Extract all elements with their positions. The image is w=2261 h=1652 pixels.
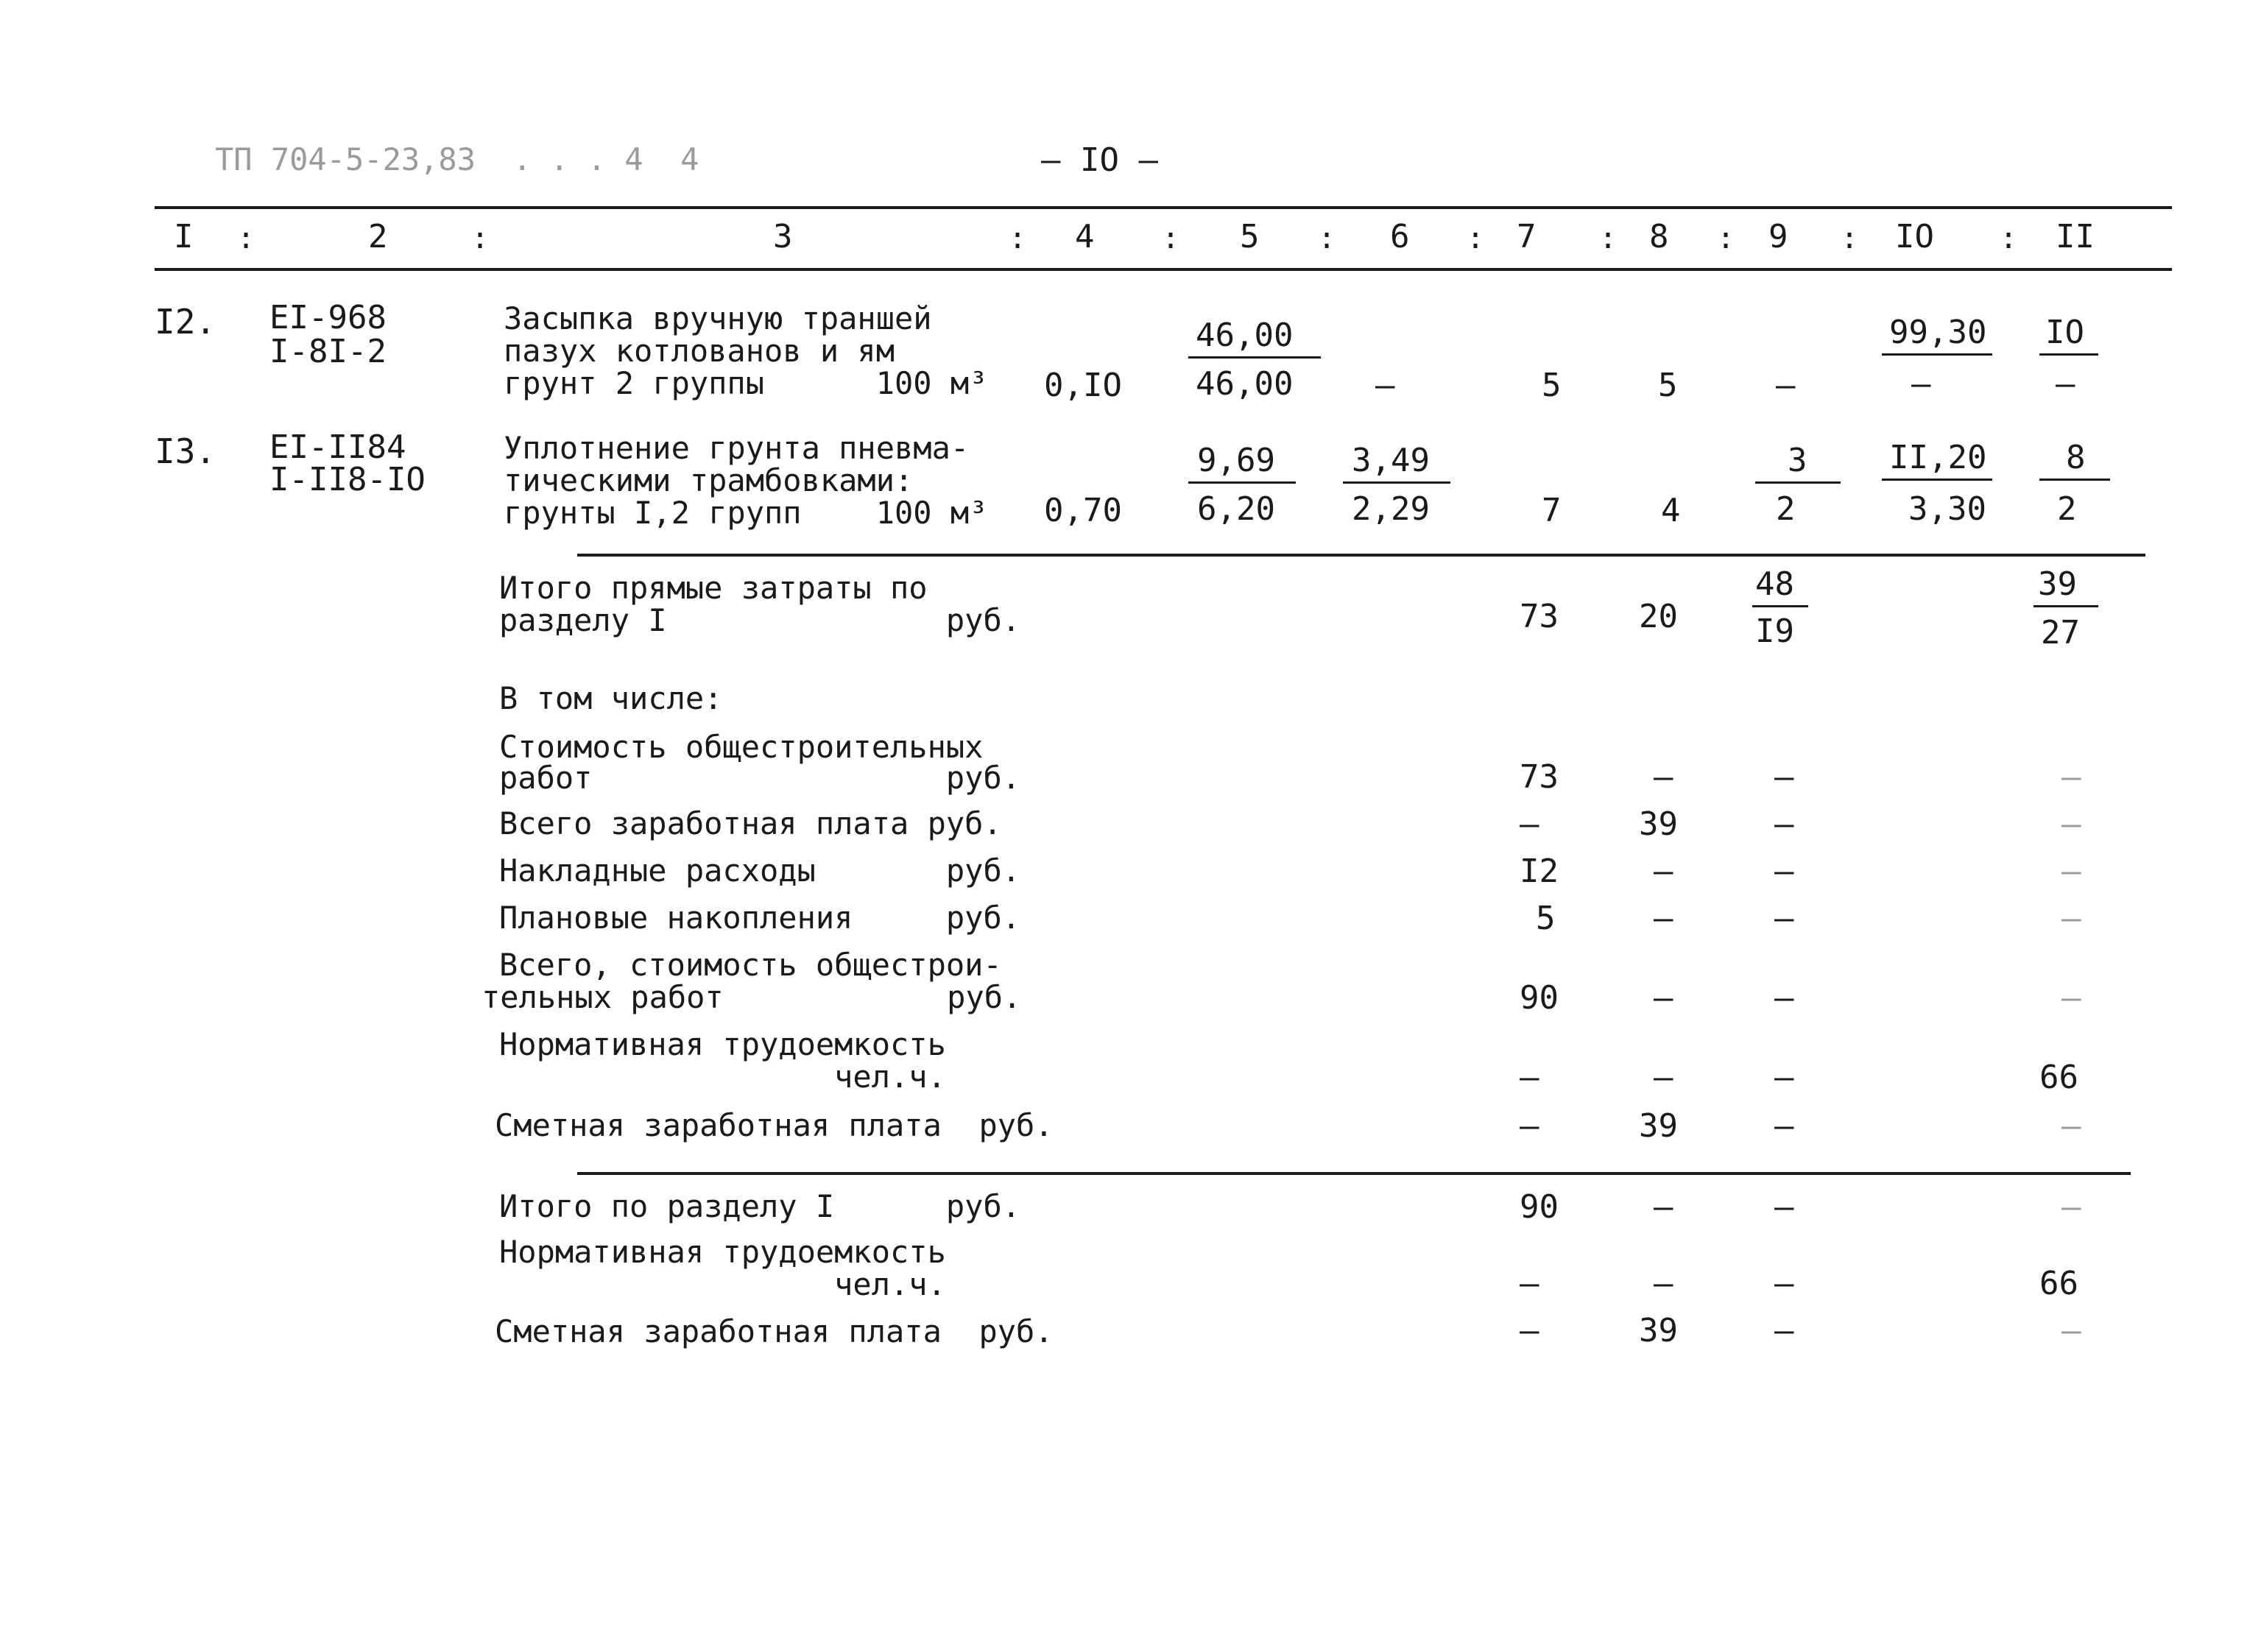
fraction-c5 bbox=[1188, 317, 1321, 403]
col-header-7: 7 bbox=[1517, 218, 1537, 255]
cell-c7: – bbox=[1520, 805, 1539, 843]
fraction-line bbox=[1188, 481, 1296, 484]
row-code: I-II8-IO bbox=[269, 461, 426, 498]
item-label: Стоимость общестроительных bbox=[499, 729, 984, 765]
cell-c7: 5 bbox=[1542, 367, 1562, 404]
cell-c11: – bbox=[2061, 1188, 2081, 1226]
row-description: тическими трамбовками: bbox=[504, 462, 914, 498]
cell-c7: 73 bbox=[1520, 758, 1559, 796]
fraction-c11 bbox=[2034, 565, 2098, 652]
cell-c9: – bbox=[1776, 367, 1796, 404]
row-code: EI-968 bbox=[269, 299, 387, 336]
fraction-bottom: 6,20 bbox=[1197, 490, 1275, 528]
total-label: Итого прямые затраты по bbox=[499, 570, 928, 606]
col-header-10: IO bbox=[1895, 218, 1934, 255]
fraction-c6 bbox=[1343, 442, 1450, 528]
header-bottom-rule bbox=[155, 268, 2172, 271]
cell-c8: 39 bbox=[1639, 1312, 1678, 1349]
cell-c8: 5 bbox=[1658, 367, 1678, 404]
fraction-c9 bbox=[1755, 442, 1841, 528]
fraction-c10 bbox=[1882, 439, 1992, 528]
fraction-top: 3,49 bbox=[1352, 442, 1430, 479]
row-description: грунты I,2 групп 100 м³ bbox=[504, 495, 988, 531]
cell-c8: – bbox=[1654, 979, 1673, 1017]
cell-c7: 90 bbox=[1520, 1188, 1559, 1226]
cell-c7: 7 bbox=[1542, 492, 1562, 529]
total-label: разделу I руб. bbox=[499, 602, 1021, 638]
cell-c8: – bbox=[1654, 1188, 1673, 1226]
col-separator: : bbox=[1318, 222, 1336, 255]
col-header-9: 9 bbox=[1768, 218, 1788, 255]
fraction-top: 39 bbox=[2038, 565, 2077, 603]
cell-c8: 20 bbox=[1639, 598, 1678, 635]
fraction-top: 99,30 bbox=[1889, 314, 1987, 351]
cell-c8: – bbox=[1654, 900, 1673, 937]
fraction-c5 bbox=[1188, 442, 1296, 528]
cell-c4: 0,IO bbox=[1044, 367, 1122, 404]
fraction-line bbox=[1752, 605, 1808, 607]
item-label: Итого по разделу I руб. bbox=[499, 1188, 1021, 1224]
cell-c6: – bbox=[1375, 367, 1395, 404]
fraction-bottom: 2 bbox=[1776, 490, 1796, 528]
cell-c8: 4 bbox=[1661, 492, 1681, 529]
item-label: Нормативная трудоемкость bbox=[499, 1026, 946, 1062]
fraction-top: IO bbox=[2045, 314, 2084, 351]
fraction-line bbox=[1882, 353, 1992, 356]
doc-code: ТП 704-5-23,83 . . . 4 4 bbox=[215, 141, 699, 177]
fraction-top: 8 bbox=[2066, 439, 2086, 476]
cell-c9: – bbox=[1774, 758, 1794, 796]
cell-c11: – bbox=[2061, 758, 2081, 796]
col-header-6: 6 bbox=[1390, 218, 1410, 255]
cell-c9: – bbox=[1774, 805, 1794, 843]
col-separator: : bbox=[471, 222, 490, 255]
cell-c7: 73 bbox=[1520, 598, 1559, 635]
item-label: Сметная заработная плата руб. bbox=[495, 1313, 1054, 1349]
cell-c9: – bbox=[1774, 1059, 1794, 1096]
cell-c11: – bbox=[2061, 979, 2081, 1017]
col-header-8: 8 bbox=[1649, 218, 1669, 255]
totals-rule bbox=[577, 554, 2145, 557]
fraction-bottom: 46,00 bbox=[1196, 365, 1294, 403]
cell-c7: – bbox=[1520, 1059, 1539, 1096]
col-separator: : bbox=[1717, 222, 1735, 255]
fraction-c11 bbox=[2039, 439, 2110, 528]
cell-c8: – bbox=[1654, 853, 1673, 890]
fraction-line bbox=[2039, 479, 2110, 481]
col-header-5: 5 bbox=[1240, 218, 1260, 255]
item-label: Всего заработная плата руб. bbox=[499, 805, 1002, 841]
cell-c11: – bbox=[2061, 900, 2081, 937]
fraction-line bbox=[2034, 605, 2098, 607]
fraction-line bbox=[2039, 353, 2098, 356]
cell-c8: 39 bbox=[1639, 805, 1678, 843]
item-label: чел.ч. bbox=[499, 1266, 946, 1302]
col-header-2: 2 bbox=[368, 218, 388, 255]
fraction-bottom: 3,30 bbox=[1908, 490, 1986, 528]
cell-c9: – bbox=[1774, 979, 1794, 1017]
cell-c11: 66 bbox=[2039, 1265, 2078, 1302]
cell-c4: 0,70 bbox=[1044, 492, 1122, 529]
cell-c9: – bbox=[1774, 1188, 1794, 1226]
item-label: работ руб. bbox=[499, 760, 1021, 796]
row-description: грунт 2 группы 100 м³ bbox=[504, 365, 988, 401]
cell-c8: – bbox=[1654, 1059, 1673, 1096]
col-separator: : bbox=[2000, 222, 2018, 255]
item-label: тельных работ руб. bbox=[482, 979, 1022, 1015]
col-separator: : bbox=[1841, 222, 1859, 255]
item-label: Накладные расходы руб. bbox=[499, 853, 1021, 889]
cell-c8: – bbox=[1654, 758, 1673, 796]
fraction-line bbox=[1188, 356, 1321, 359]
col-separator: : bbox=[237, 222, 255, 255]
cell-c11: – bbox=[2061, 805, 2081, 843]
item-label: Нормативная трудоемкость bbox=[499, 1234, 946, 1270]
including-label: В том числе: bbox=[499, 680, 723, 716]
section-totals-rule bbox=[577, 1172, 2131, 1175]
table-top-rule bbox=[155, 206, 2172, 209]
fraction-line bbox=[1755, 481, 1841, 484]
cell-c8: – bbox=[1654, 1265, 1673, 1302]
cell-c9: – bbox=[1774, 853, 1794, 890]
cell-c7: – bbox=[1520, 1265, 1539, 1302]
cell-c9: – bbox=[1774, 900, 1794, 937]
fraction-top: 9,69 bbox=[1197, 442, 1275, 479]
item-label: Всего, стоимость общестрои- bbox=[499, 947, 1002, 983]
cell-c8: 39 bbox=[1639, 1107, 1678, 1145]
col-separator: : bbox=[1599, 222, 1618, 255]
cell-c7: – bbox=[1520, 1107, 1539, 1145]
cell-c11: 66 bbox=[2039, 1059, 2078, 1096]
cell-c7: 90 bbox=[1520, 979, 1559, 1017]
col-header-1: I bbox=[174, 218, 194, 255]
fraction-line bbox=[1882, 479, 1992, 481]
col-separator: : bbox=[1467, 222, 1485, 255]
fraction-c9 bbox=[1752, 565, 1808, 650]
cell-c9: – bbox=[1774, 1107, 1794, 1145]
fraction-bottom: 2,29 bbox=[1352, 490, 1430, 528]
cell-c11: – bbox=[2061, 1312, 2081, 1349]
cell-c9: – bbox=[1774, 1312, 1794, 1349]
row-description: Уплотнение грунта пневма- bbox=[504, 430, 970, 466]
item-label: чел.ч. bbox=[499, 1059, 946, 1095]
cell-c7: 5 bbox=[1536, 900, 1556, 937]
fraction-bottom: – bbox=[1911, 365, 1931, 403]
fraction-top: 48 bbox=[1755, 565, 1794, 603]
cell-c11: – bbox=[2061, 853, 2081, 890]
fraction-top: II,20 bbox=[1889, 439, 1987, 476]
cell-c11: – bbox=[2061, 1107, 2081, 1145]
fraction-line bbox=[1343, 481, 1450, 484]
fraction-bottom: 2 bbox=[2057, 490, 2077, 528]
col-header-3: 3 bbox=[773, 218, 793, 255]
cell-c7: I2 bbox=[1520, 853, 1559, 890]
fraction-top: 3 bbox=[1788, 442, 1807, 479]
fraction-bottom: I9 bbox=[1755, 613, 1794, 650]
row-code: EI-II84 bbox=[269, 428, 406, 466]
col-separator: : bbox=[1162, 222, 1180, 255]
fraction-c10 bbox=[1882, 314, 1992, 403]
col-separator: : bbox=[1009, 222, 1027, 255]
cell-c7: – bbox=[1520, 1312, 1539, 1349]
fraction-top: 46,00 bbox=[1196, 317, 1294, 354]
fraction-bottom: 27 bbox=[2041, 614, 2080, 652]
row-number: I2. bbox=[155, 302, 216, 342]
fraction-bottom: – bbox=[2056, 365, 2075, 403]
row-description: пазух котлованов и ям bbox=[504, 333, 895, 369]
col-header-4: 4 bbox=[1075, 218, 1095, 255]
item-label: Плановые накопления руб. bbox=[499, 900, 1021, 936]
row-description: Засыпка вручную траншей bbox=[504, 300, 932, 336]
row-number: I3. bbox=[155, 431, 216, 471]
cell-c9: – bbox=[1774, 1265, 1794, 1302]
fraction-c11 bbox=[2039, 314, 2098, 403]
col-header-11: II bbox=[2056, 218, 2095, 255]
row-code: I-8I-2 bbox=[269, 333, 387, 370]
page-number: – IO – bbox=[1041, 141, 1158, 179]
item-label: Сметная заработная плата руб. bbox=[495, 1107, 1054, 1143]
